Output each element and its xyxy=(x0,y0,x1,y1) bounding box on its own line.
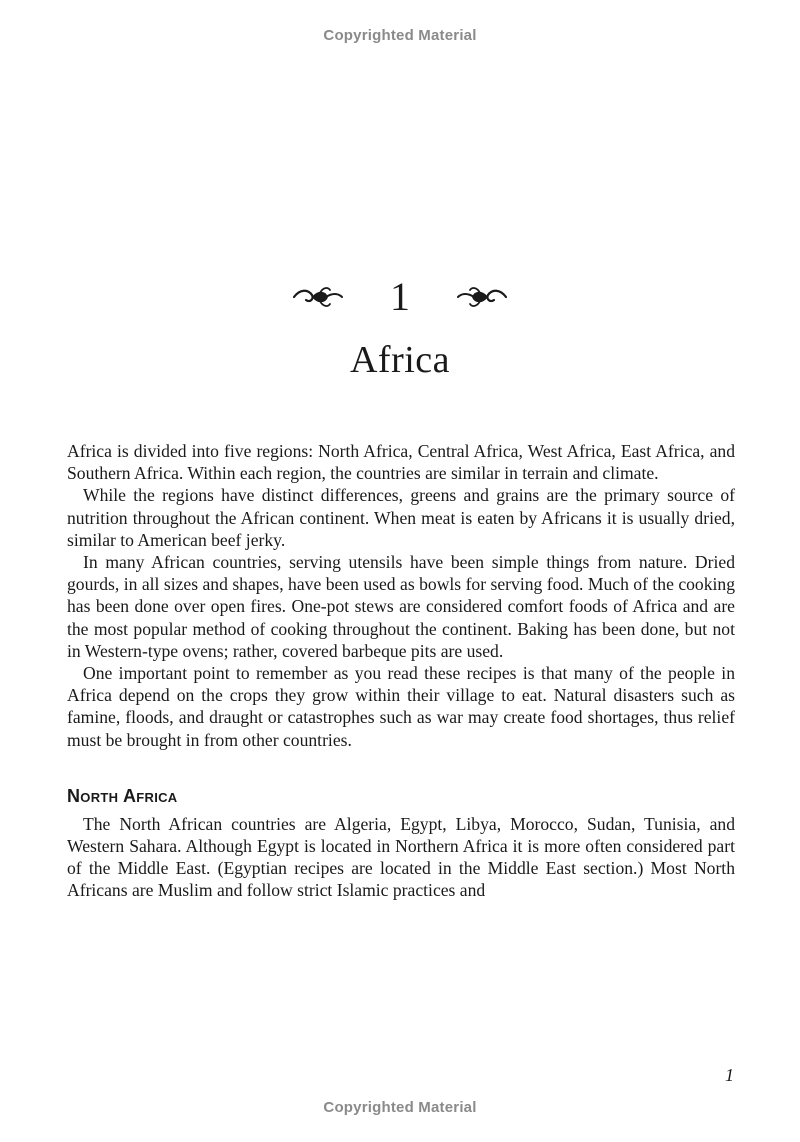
chapter-number: 1 xyxy=(390,274,410,319)
copyright-watermark-top: Copyrighted Material xyxy=(323,27,477,44)
leaf-ornament-left-icon xyxy=(290,285,346,309)
chapter-title: Africa xyxy=(349,339,451,381)
leaf-ornament-right-icon xyxy=(454,285,510,309)
paragraph: The North African countries are Algeria, Egypt, Libya, Morocco, Sudan, Tunisia, and Western Sahara. Although Egypt is located in Northern Africa it is more often considered part of the Middle East. (Egyptian recipes are located in the Middle East section.) Most North Africans are Muslim and follow strict Islamic practices and xyxy=(67,813,735,901)
paragraph: While the regions have distinct differences, greens and grains are the primary source of nutrition throughout the African continent. When meat is eaten by Africans it is usually dried, similar to American beef jerky. xyxy=(67,485,735,550)
chapter-body xyxy=(67,440,735,902)
chapter-heading xyxy=(0,272,800,384)
copyright-watermark-bottom: Copyrighted Material xyxy=(323,1099,477,1116)
page-number: 1 xyxy=(725,1065,734,1085)
section-heading: North Africa xyxy=(67,785,178,806)
paragraph: In many African countries, serving utensils have been simple things from nature. Dried gourds, in all sizes and shapes, have been used as bowls for serving food. Much of the cooking has been done over open fires. One-pot stews are considered comfort foods of Africa and are the most popular method of cooking throughout the continent. Baking has been done, but not in Western-type ovens; rather, covered barbeque pits are used. xyxy=(67,552,735,661)
chapter-number-row xyxy=(0,272,800,322)
paragraph: One important point to remember as you read these recipes is that many of the people in Africa depend on the crops they grow within their village to eat. Natural disasters such as famine, floods, and draught or catastrophes such as war may create food shortages, thus relief must be brought in from other countries. xyxy=(67,663,735,750)
paragraph: Africa is divided into five regions: North Africa, Central Africa, West Africa, East Africa, and Southern Africa. Within each region, the countries are similar in terrain and climate. xyxy=(67,441,735,484)
